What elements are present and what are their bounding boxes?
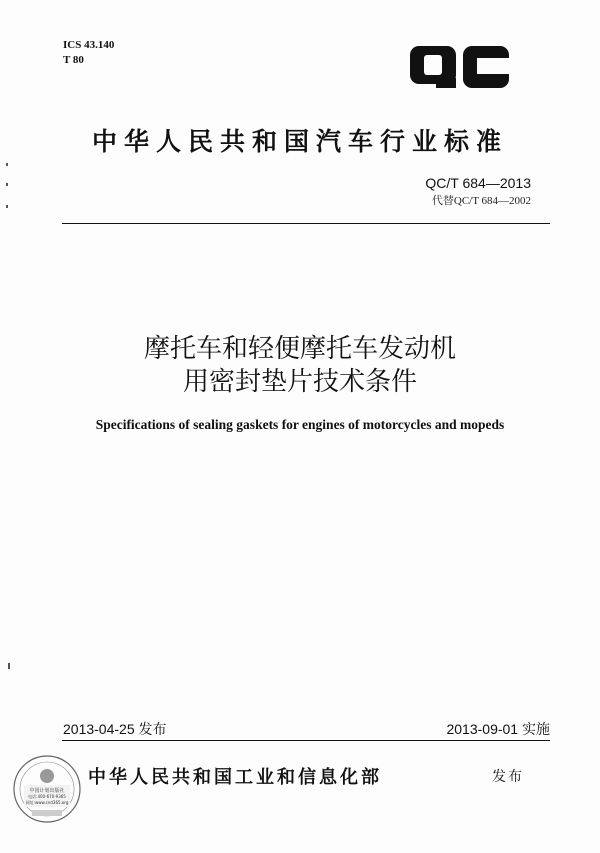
- classification-code: T 80: [63, 54, 84, 66]
- issuing-authority-suffix: 发布: [492, 769, 524, 785]
- qc-logo-text: QC: [408, 44, 410, 45]
- scan-mark: [6, 205, 8, 208]
- title-english: Specifications of sealing gaskets for engines of motorcycles and mopeds: [95, 417, 505, 432]
- scan-mark: [6, 183, 8, 186]
- stamp-line3: 网址:www.cnd365.org: [25, 800, 69, 805]
- effective-date: 2013-09-01 实施: [446, 721, 550, 737]
- title-chinese: [0, 333, 600, 399]
- title-chinese-line2: 用密封垫片技术条件: [182, 367, 417, 397]
- title-chinese-line1: 摩托车和轻便摩托车发动机: [143, 334, 456, 364]
- industry-standard-banner: 中华人民共和国汽车行业标准: [91, 127, 508, 156]
- issue-date: 2013-04-25 发布: [63, 721, 167, 737]
- standard-number: QC/T 684—2013: [425, 175, 531, 191]
- stamp-line1: 中国计划出版社: [29, 788, 65, 794]
- issuing-authority: 中华人民共和国工业和信息化部: [88, 767, 382, 788]
- publisher-stamp: [10, 752, 84, 826]
- ics-classification: [63, 38, 114, 68]
- qc-logo: [408, 44, 511, 90]
- replaced-standard: 代替QC/T 684—2002: [431, 195, 531, 207]
- scan-mark: [6, 163, 8, 166]
- top-divider: [62, 223, 550, 224]
- bottom-divider: [62, 740, 550, 741]
- scan-mark: [8, 663, 10, 669]
- ics-code: ICS 43.140: [63, 39, 115, 51]
- stamp-line2: 电话:400-670-9365: [28, 794, 66, 799]
